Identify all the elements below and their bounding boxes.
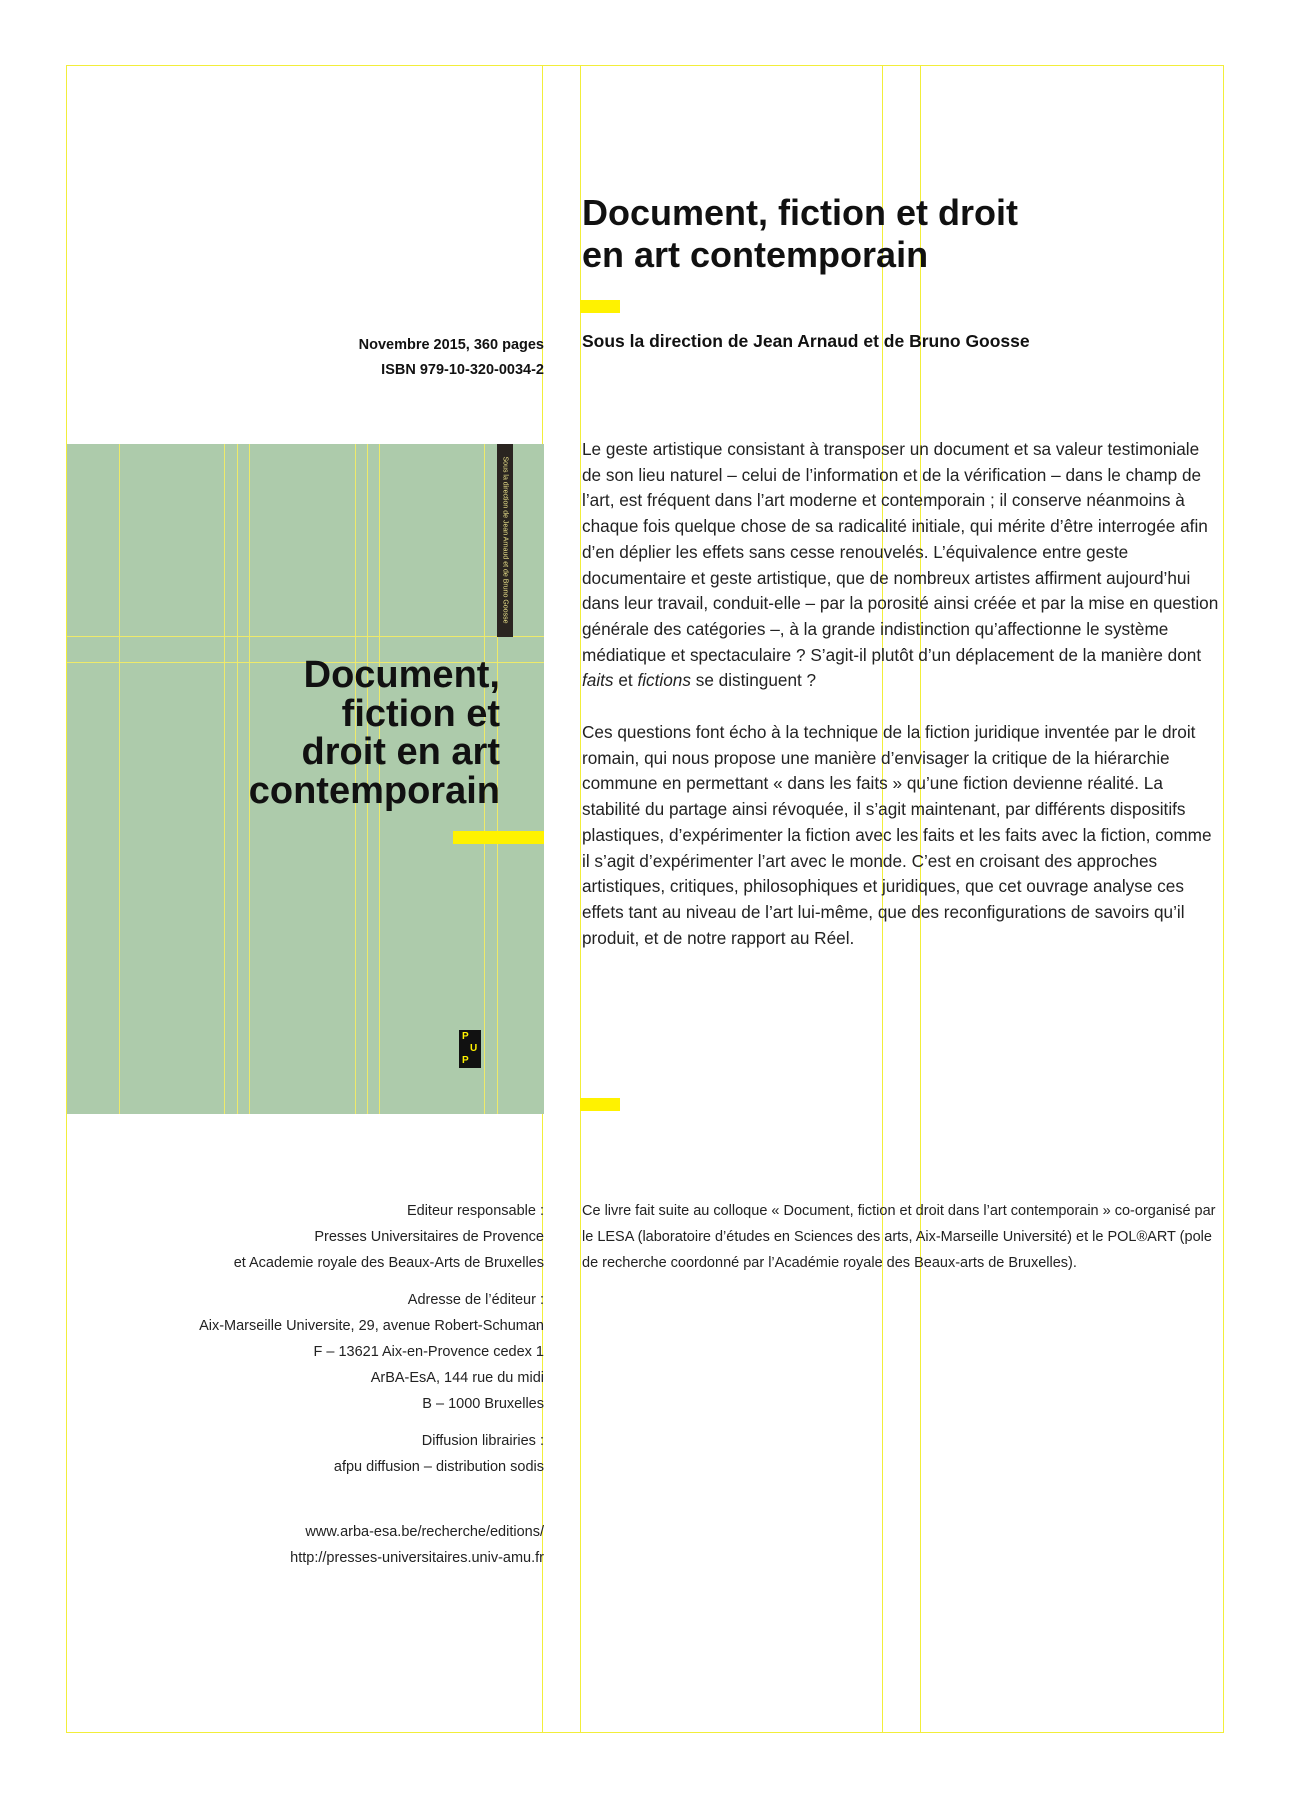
publication-date-pages: Novembre 2015, 360 pages (358, 337, 544, 353)
colloquium-note: Ce livre fait suite au colloque « Document, fiction et droit dans l’art contemporain » co-organisé par le LESA (laboratoire d’études en Sciences des arts, Aix-Marseille Université) et le POL®ART (pole de recherche coordonné par l’Académie royale des Beaux-arts de Bruxelles). (582, 1203, 1216, 1271)
address-line: Aix-Marseille Universite, 29, avenue Robert-Schuman (199, 1318, 544, 1335)
diffusion-line: afpu diffusion – distribution sodis (333, 1459, 544, 1476)
publisher-link[interactable]: http://presses-universitaires.univ-amu.fr (290, 1549, 544, 1566)
book-cover (67, 444, 544, 1114)
address-line: ArBA-EsA, 144 rue du midi (370, 1369, 544, 1386)
cover-title (249, 656, 500, 810)
book-title-line: en art contemporain (582, 234, 929, 275)
description-paragraph: Ces questions font écho à la technique de la fiction juridique inventée par le droit romain, qui nous propose une manière d’envisager la critique de la hiérarchie commune en permettant « dans les faits » qu’une fiction devienne réalité. La stabilité du partage ainsi révoquée, il s’agit maintenant, par différents dispositifs plastiques, d’expérimenter la fiction avec les faits et les faits avec la fiction, comme il s’agit d’expérimenter l’art avec le monde. C’est en croisant des approches artistiques, critiques, philosophiques et juridiques, que cet ouvrage analyse ces effets tant au niveau de l’art lui-même, que des reconfigurations de savoirs qu’il produit, et de notre rapport au Réel. (582, 722, 1212, 948)
publication-info (359, 333, 544, 383)
editor-label: Editeur responsable : (406, 1203, 544, 1219)
editor-line: et Academie royale des Beaux-Arts de Bruxelles (233, 1254, 544, 1271)
title-accent-bar (580, 300, 620, 313)
cover-guide (119, 444, 120, 1114)
address-line: B – 1000 Bruxelles (422, 1395, 544, 1412)
cover-title-line: contemporain (248, 769, 500, 812)
diffusion-group (199, 1429, 544, 1481)
cover-spine (497, 444, 513, 637)
editor-line: Presses Universitaires de Provence (314, 1228, 544, 1245)
editor-group (199, 1199, 544, 1276)
description-paragraph: Le geste artistique consistant à transposer un document et sa valeur testimoniale de son lieu naturel – celui de l’information et de la vérification – dans le champ de l’art, est fréquent dans l’art moderne et contemporain ; il conserve néanmoins à chaque fois quelque chose de sa radicalité initiale, qui mérite d’être interrogée afin d’en déplier les effets sans cesse renouvelés. L’équivalence entre geste documentaire et geste artistique, que de nombreux artistes affirment aujourd’hui dans leur travail, conduit-elle – par la porosité ainsi créée et par la mise en question générale des catégories –, à la grande indistinction qu’affectionne le système médiatique et spectaculaire ? S’agit-il plutôt d’un déplacement de la manière dont faits et fictions se distinguent ? (582, 439, 1219, 691)
cover-guide (224, 444, 225, 1114)
logo-letter: P (462, 1055, 469, 1066)
logo-letter: P (462, 1031, 469, 1042)
publisher-link[interactable]: www.arba-esa.be/recherche/editions/ (305, 1524, 544, 1540)
cover-title-line: droit en art (301, 731, 500, 773)
column-guide (580, 65, 581, 1733)
cover-title-line: fiction et (341, 692, 500, 735)
section-accent-bar (580, 1098, 620, 1111)
cover-title-line: Document, (303, 654, 500, 696)
book-title (582, 192, 1182, 276)
book-title-line: Document, fiction et droit (582, 192, 1018, 233)
description (582, 437, 1222, 977)
publisher-logo (459, 1030, 481, 1068)
publisher-links (290, 1520, 544, 1572)
cover-guide (67, 636, 544, 637)
diffusion-label: Diffusion librairies : (421, 1433, 544, 1450)
imprint (199, 1199, 544, 1493)
cover-accent-bar (453, 831, 544, 844)
address-label: Adresse de l’éditeur : (407, 1292, 544, 1309)
cover-guide (237, 444, 238, 1114)
spine-text: Sous la direction de Jean Arnaud et de Bruno Goosse (501, 456, 509, 624)
address-line: F – 13621 Aix-en-Provence cedex 1 (313, 1343, 544, 1360)
isbn: ISBN 979-10-320-0034-2 (381, 362, 544, 378)
address-group (199, 1288, 544, 1417)
logo-letter: U (470, 1043, 478, 1054)
editors-subtitle: Sous la direction de Jean Arnaud et de Bruno Goosse (582, 331, 1030, 351)
